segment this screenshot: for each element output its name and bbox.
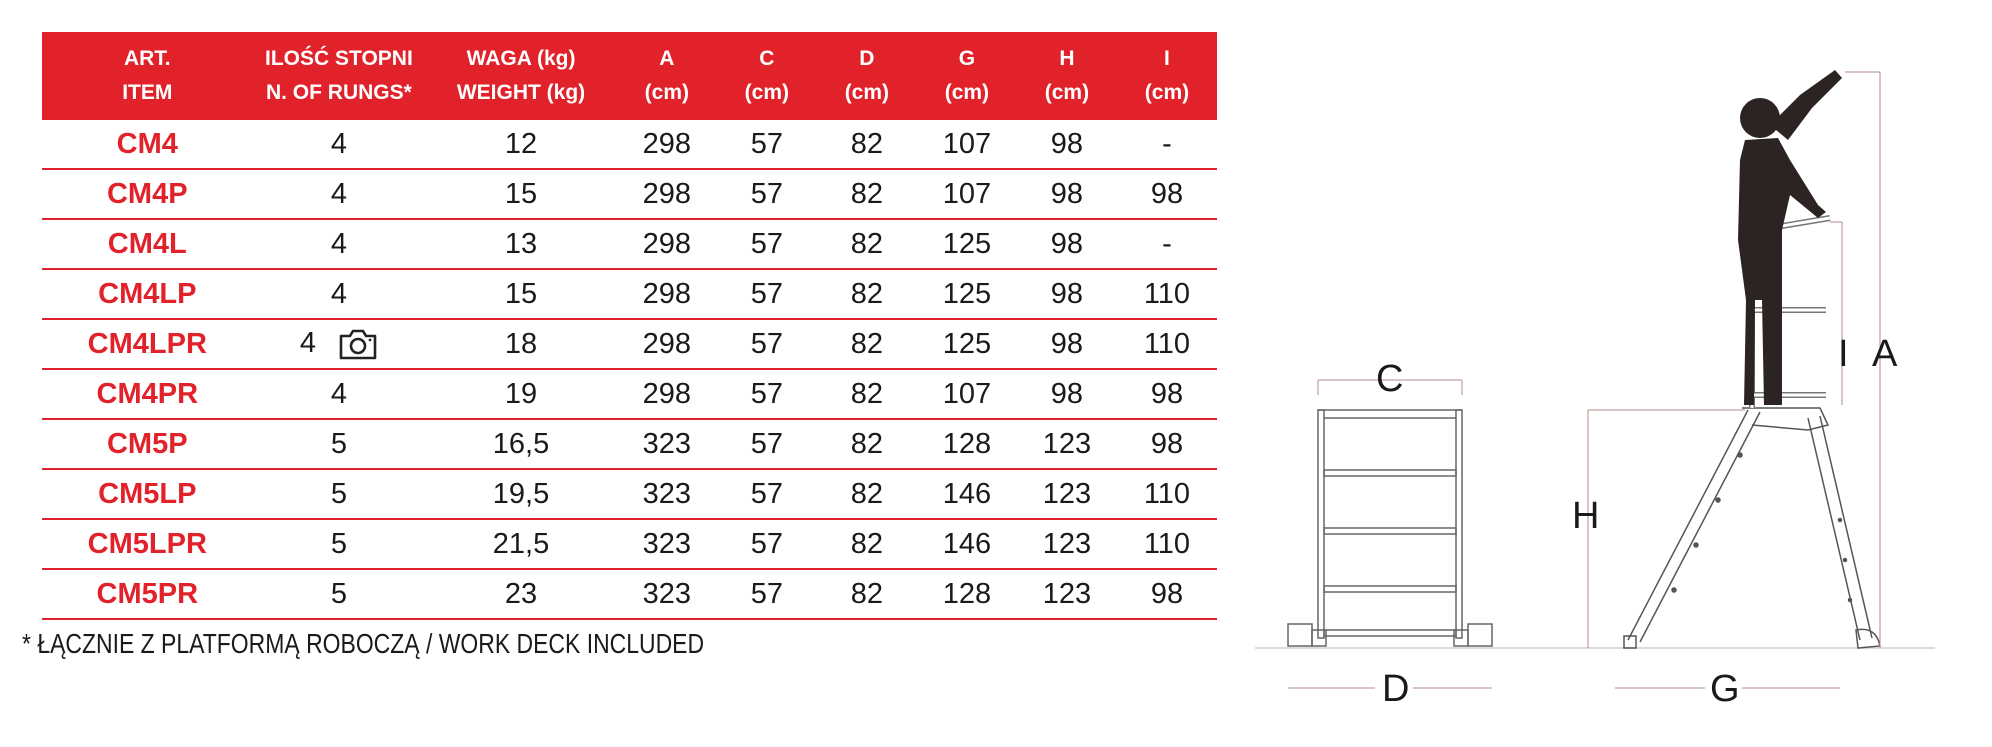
cell-value: 110 (1143, 277, 1191, 310)
cell-value: 110 (1143, 327, 1191, 360)
cell-value: 12 (504, 127, 538, 160)
cell-value: - (1162, 127, 1172, 160)
column-header-line1: D (859, 47, 875, 70)
cell-value: 146 (942, 477, 992, 510)
cell-value: 110 (1143, 477, 1191, 510)
column-header-line2: (cm) (1044, 81, 1090, 104)
cell-value: 125 (942, 227, 992, 260)
cell-value: 98 (1050, 327, 1084, 360)
cell-value: 18 (504, 327, 538, 360)
cell-value: 98 (1050, 277, 1084, 310)
cell-value: 146 (942, 527, 992, 560)
cell-value: 57 (750, 377, 783, 410)
cell-value: 57 (750, 427, 783, 460)
dimension-label-c: C (1376, 358, 1404, 400)
cell-value: CM4P (106, 177, 188, 210)
cell-value: 4 (330, 177, 347, 210)
column-header-line2: (cm) (844, 81, 890, 104)
column-header-line1: G (958, 47, 976, 70)
cell-value: CM4LPR (87, 327, 207, 360)
cell-value: 82 (850, 527, 883, 560)
cell-value: 15 (504, 277, 538, 310)
cell-value: 128 (942, 577, 992, 610)
cell-value: 110 (1143, 527, 1191, 560)
dimension-label-h: H (1572, 495, 1600, 537)
column-header-line1: I (1164, 47, 1170, 70)
column-header-line1: C (759, 47, 775, 70)
cell-value: 82 (850, 127, 883, 160)
person-silhouette (1738, 70, 1842, 405)
cell-value: 4 (330, 377, 347, 410)
column-header-line1: WAGA (kg) (466, 47, 576, 70)
cell-value: 123 (1042, 427, 1092, 460)
cell-value: 19 (504, 377, 538, 410)
cell-value: 298 (642, 177, 692, 210)
cell-value: 4 (299, 326, 316, 359)
cell-value: CM5PR (96, 577, 199, 610)
cell-value: 5 (330, 427, 347, 460)
cell-value: 4 (330, 127, 347, 160)
cell-value: 82 (850, 277, 883, 310)
column-header-line2: WEIGHT (kg) (456, 81, 586, 104)
cell-value: 57 (750, 127, 783, 160)
cell-value: 107 (942, 127, 992, 160)
cell-value: 323 (642, 427, 692, 460)
cell-value: 298 (642, 227, 692, 260)
cell-value: 57 (750, 177, 783, 210)
cell-value: CM4 (116, 127, 178, 160)
dimension-label-g: G (1710, 668, 1740, 710)
cell-value: 298 (642, 127, 692, 160)
column-header-line2: (cm) (744, 81, 790, 104)
cell-value: 57 (750, 277, 783, 310)
cell-value: 98 (1050, 227, 1084, 260)
column-header-line2: (cm) (644, 81, 689, 104)
column-header-line2: N. OF RUNGS* (265, 81, 412, 104)
cell-value: 23 (504, 577, 538, 610)
cell-value: 125 (942, 277, 992, 310)
cell-value: 57 (750, 227, 783, 260)
cell-value: 82 (850, 477, 883, 510)
cell-value: 15 (504, 177, 538, 210)
column-header-line1: H (1059, 47, 1075, 70)
column-header-line2: (cm) (1144, 81, 1190, 104)
cell-value: 123 (1042, 527, 1092, 560)
cell-value: CM4PR (96, 377, 199, 410)
column-header-line2: (cm) (944, 81, 990, 104)
cell-value: 98 (1050, 377, 1084, 410)
cell-value: 98 (1150, 177, 1184, 210)
front-view-ladder (1288, 380, 1492, 688)
cell-value: 123 (1042, 477, 1092, 510)
cell-value: 82 (850, 577, 883, 610)
cell-value: CM5LP (98, 477, 197, 510)
cell-value: 98 (1150, 577, 1184, 610)
cell-value: CM4LP (98, 277, 197, 310)
cell-value: 128 (942, 427, 992, 460)
cell-value: 323 (642, 527, 692, 560)
cell-value: 123 (1042, 577, 1092, 610)
cell-value: 98 (1050, 177, 1084, 210)
cell-value: 298 (642, 327, 692, 360)
cell-value: 298 (642, 377, 692, 410)
column-header-line1: ART. (123, 47, 171, 70)
cell-value: - (1162, 227, 1172, 260)
column-header-line2: ITEM (122, 81, 173, 104)
cell-value: 323 (642, 477, 692, 510)
cell-value: CM4L (107, 227, 187, 260)
cell-value: 57 (750, 327, 783, 360)
cell-value: 21,5 (492, 527, 550, 560)
cell-value: 298 (642, 277, 692, 310)
cell-value: 98 (1050, 127, 1084, 160)
cell-value: 57 (750, 577, 783, 610)
cell-value: 5 (330, 477, 347, 510)
cell-value: 82 (850, 227, 883, 260)
cell-value: 5 (330, 577, 347, 610)
cell-value: CM5P (106, 427, 188, 460)
cell-value: 57 (750, 477, 783, 510)
column-header-line1: A (659, 47, 675, 70)
dimension-label-i: I (1838, 333, 1849, 375)
cell-value: CM5LPR (87, 527, 207, 560)
cell-value: 107 (942, 177, 992, 210)
cell-value: 4 (330, 227, 347, 260)
dimension-label-a: A (1872, 333, 1898, 375)
cell-value: 82 (850, 327, 883, 360)
cell-value: 98 (1150, 427, 1184, 460)
column-header-line1: ILOŚĆ STOPNI (264, 47, 413, 70)
cell-value: 4 (330, 277, 347, 310)
cell-value: 98 (1150, 377, 1184, 410)
dimension-lines (1588, 72, 1880, 688)
cell-value: 82 (850, 177, 883, 210)
cell-value: 82 (850, 427, 883, 460)
cell-value: 125 (942, 327, 992, 360)
cell-value: 13 (504, 227, 538, 260)
cell-value: 82 (850, 377, 883, 410)
cell-value: 107 (942, 377, 992, 410)
cell-value: 57 (750, 527, 783, 560)
cell-value: 16,5 (492, 427, 550, 460)
cell-value: 5 (330, 527, 347, 560)
dimension-label-d: D (1382, 668, 1410, 710)
cell-value: 19,5 (492, 477, 550, 510)
cell-value: 323 (642, 577, 692, 610)
footnote: * ŁĄCZNIE Z PLATFORMĄ ROBOCZĄ / WORK DECK INCLUDED (22, 628, 705, 659)
